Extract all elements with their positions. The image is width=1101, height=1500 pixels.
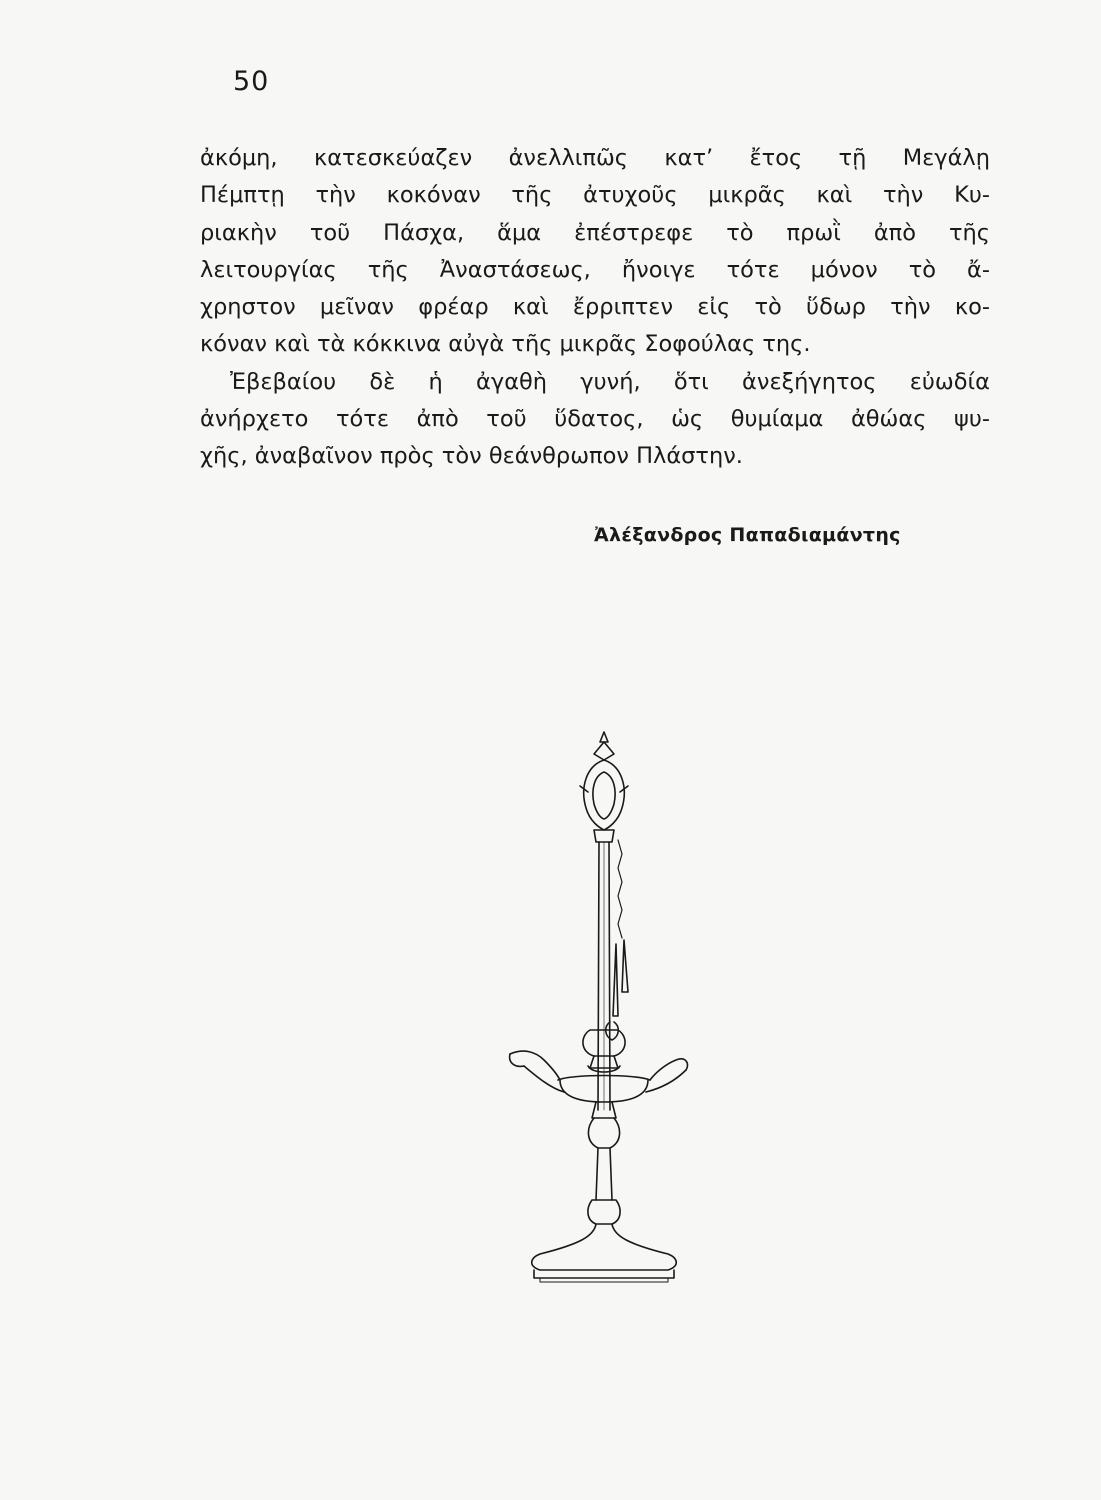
page-number: 50 bbox=[233, 66, 270, 97]
author-signature: Ἀλέξανδρος Παπαδιαμάντης bbox=[594, 524, 901, 546]
text-line: χρηστον μεῖναν φρέαρ καὶ ἔρριπτεν εἰς τὸ ὕδωρ τὴν κο- bbox=[200, 294, 990, 321]
oil-lamp-icon bbox=[500, 730, 690, 1290]
text-line: κόναν καὶ τὰ κόκκινα αὐγὰ τῆς μικρᾶς Σοφούλας της. bbox=[200, 331, 811, 358]
text-line: χῆς, ἀναβαῖνον πρὸς τὸν θεάνθρωπον Πλάστην. bbox=[200, 443, 743, 470]
text-line: λειτουργίας τῆς Ἀναστάσεως, ἤνοιγε τότε μόνον τὸ ἄ- bbox=[200, 256, 990, 283]
body-text bbox=[200, 140, 990, 476]
text-line: Ἐβεβαίου δὲ ἡ ἀγαθὴ γυνή, ὅτι ἀνεξήγητος εὐωδία bbox=[230, 368, 990, 395]
text-line: ριακὴν τοῦ Πάσχα, ἅμα ἐπέστρεφε τὸ πρωῒ ἀπὸ τῆς bbox=[200, 219, 990, 246]
text-line: Πέμπτῃ τὴν κοκόναν τῆς ἀτυχοῦς μικρᾶς καὶ τὴν Κυ- bbox=[200, 182, 990, 209]
text-line: ἀνήρχετο τότε ἀπὸ τοῦ ὕδατος, ὡς θυμίαμα ἀθώας ψυ- bbox=[200, 406, 990, 433]
text-line: ἀκόμη, κατεσκεύαζεν ἀνελλιπῶς κατ’ ἔτος τῇ Μεγάλῃ bbox=[200, 145, 990, 171]
